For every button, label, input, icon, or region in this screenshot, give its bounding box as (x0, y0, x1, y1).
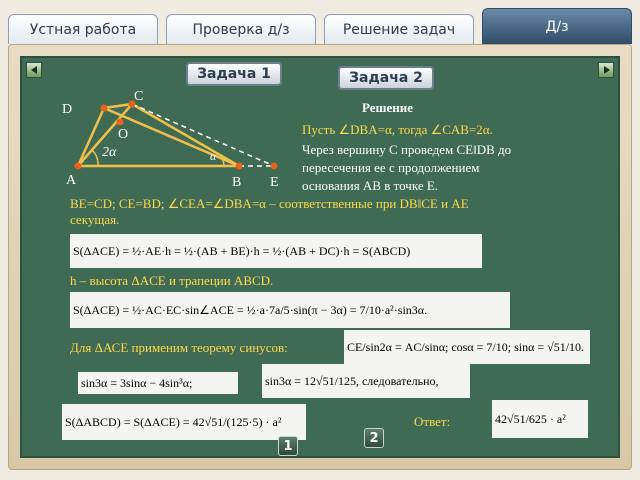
tab-oral-work[interactable]: Устная работа (8, 14, 158, 44)
point-d (101, 105, 108, 112)
construction-line-2: пересечения ее с продолжением (302, 160, 480, 175)
answer-label: Ответ: (414, 414, 451, 429)
let-statement: Пусть ∠DBA=α, тогда ∠CAB=2α. (302, 122, 493, 137)
point-e (271, 163, 278, 170)
label-a: A (66, 173, 77, 188)
point-o (117, 119, 124, 126)
label-2alpha: 2α (102, 145, 117, 160)
formula-area-sine: S(ΔACE) = ½·AC·EC·sin∠ACE = ½·a·7a/5·sin(π − 3α) = 7/10·a²·sin3α. (70, 292, 510, 328)
formula-trapezoid-area: S(ΔABCD) = S(ΔACE) = 42√51/(125·5) · a² (62, 404, 306, 440)
solution-heading: Решение (362, 100, 414, 115)
formula-sine-theorem: CE/sin2α = AC/sinα; cosα = 7/10; sinα = √51/10. (344, 330, 590, 364)
tab-problem-solving[interactable]: Решение задач (324, 14, 474, 44)
label-e: E (270, 175, 279, 188)
tab-homework[interactable]: Д/з (482, 8, 632, 44)
point-b (236, 163, 243, 170)
prev-button[interactable] (26, 62, 42, 78)
task-2-button[interactable]: Задача 2 (338, 66, 434, 90)
label-b: B (232, 175, 242, 188)
page-2-button[interactable]: 2 (364, 428, 384, 448)
construction-line-1: Через вершину С проведем СЕ‖DB до (302, 142, 512, 157)
arrow-left-icon (31, 66, 37, 74)
formula-area-equality: S(ΔACE) = ½·AE·h = ½·(AB + BE)·h = ½·(AB + DC)·h = S(ABCD) (70, 234, 482, 268)
sine-theorem-note: Для ΔАСЕ применим теорему синусов: (70, 340, 288, 355)
next-button[interactable] (598, 62, 614, 78)
label-o: O (118, 127, 129, 142)
label-d: D (62, 102, 73, 117)
label-alpha: α (210, 149, 217, 163)
geometry-diagram (62, 88, 282, 188)
height-note: h – высота ΔАCE и трапеции ABCD. (70, 273, 274, 288)
arrow-right-icon (604, 66, 610, 74)
equalities-line-2: секущая. (70, 212, 120, 227)
answer-formula: 42√51/625 · a² (492, 400, 588, 438)
task-1-button[interactable]: Задача 1 (186, 62, 282, 86)
tab-bar (0, 0, 640, 44)
chalkboard (20, 56, 620, 458)
construction-line-3: основания АВ в точке Е. (302, 178, 439, 193)
page-1-button[interactable]: 1 (278, 436, 298, 456)
label-c: C (134, 89, 144, 104)
point-a (75, 163, 82, 170)
formula-triple-angle: sin3α = 3sinα − 4sin³α; (78, 372, 238, 394)
tab-homework-check[interactable]: Проверка д/з (166, 14, 316, 44)
equalities-line: BE=CD; CE=BD; ∠CEA=∠DBA=α – соответственные при DB‖CE и AE (70, 196, 469, 211)
formula-sin3alpha-value: sin3α = 12√51/125, следовательно, (262, 364, 470, 398)
